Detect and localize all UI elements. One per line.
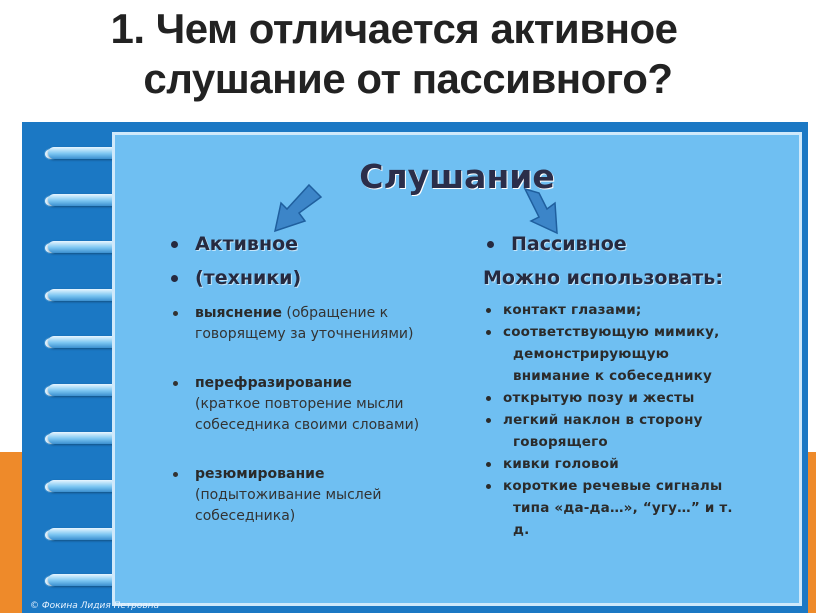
technique-note: (краткое повторение мысли собеседника своими словами) — [195, 396, 420, 433]
slide-image — [22, 122, 808, 613]
passive-item — [483, 475, 803, 541]
list-item — [167, 261, 447, 295]
technique-note: (подытоживание мыслей собеседника) — [195, 487, 382, 524]
active-label: Активное — [195, 233, 299, 255]
bullet-icon — [173, 311, 178, 316]
passive-item-text: легкий наклон в сторону — [503, 412, 703, 428]
bullet-icon — [487, 241, 494, 248]
passive-item-text: контакт глазами; — [503, 302, 642, 318]
passive-item-text: типа «да-да…», “угу…” и т. — [513, 500, 733, 516]
passive-item-text: кивки головой — [503, 456, 619, 472]
passive-item — [483, 299, 803, 321]
passive-item-text: открытую позу и жесты — [503, 390, 695, 406]
technique-item — [167, 464, 447, 527]
technique-item — [167, 303, 447, 345]
bullet-icon — [171, 241, 178, 248]
bullet-icon — [486, 462, 491, 467]
passive-item-text: демонстрирующую — [513, 346, 670, 362]
technique-term: выяснение — [195, 305, 282, 321]
passive-item-text: говорящего — [513, 434, 608, 450]
passive-label: Пассивное — [511, 233, 627, 255]
passive-item — [483, 321, 803, 387]
copyright-text: © Фокина Лидия Петровна — [30, 601, 160, 611]
passive-column — [483, 227, 803, 541]
passive-item-text: короткие речевые сигналы — [503, 478, 723, 494]
passive-item-text: соответствующую мимику, — [503, 324, 720, 340]
bullet-icon — [486, 330, 491, 335]
technique-term: перефразирование — [195, 375, 352, 391]
techniques-label: (техники) — [195, 267, 302, 289]
title-line-2: слушание от пассивного? — [143, 55, 673, 102]
notebook-page — [112, 132, 802, 606]
page-title — [0, 4, 816, 104]
passive-item-text: внимание к собеседнику — [513, 368, 713, 384]
technique-term: резюмирование — [195, 466, 325, 482]
passive-item — [483, 387, 803, 409]
technique-note: говорящему за уточнениями) — [195, 326, 414, 342]
passive-item-text: д. — [513, 522, 530, 538]
passive-item — [483, 409, 803, 453]
technique-note: (обращение к — [281, 305, 389, 321]
passive-item — [483, 453, 803, 475]
list-item — [167, 227, 447, 261]
bullet-icon — [486, 308, 491, 313]
list-item — [483, 227, 803, 261]
bullet-icon — [171, 275, 178, 282]
bullet-icon — [486, 396, 491, 401]
bullet-icon — [173, 381, 178, 386]
active-column — [167, 227, 447, 527]
bullet-icon — [173, 472, 178, 477]
slide-heading: Слушание — [359, 157, 555, 196]
bullet-icon — [486, 418, 491, 423]
bullet-icon — [486, 484, 491, 489]
technique-item — [167, 373, 447, 436]
title-line-1: 1. Чем отличается активное — [110, 5, 678, 52]
use-label: Можно использовать: — [483, 267, 723, 289]
